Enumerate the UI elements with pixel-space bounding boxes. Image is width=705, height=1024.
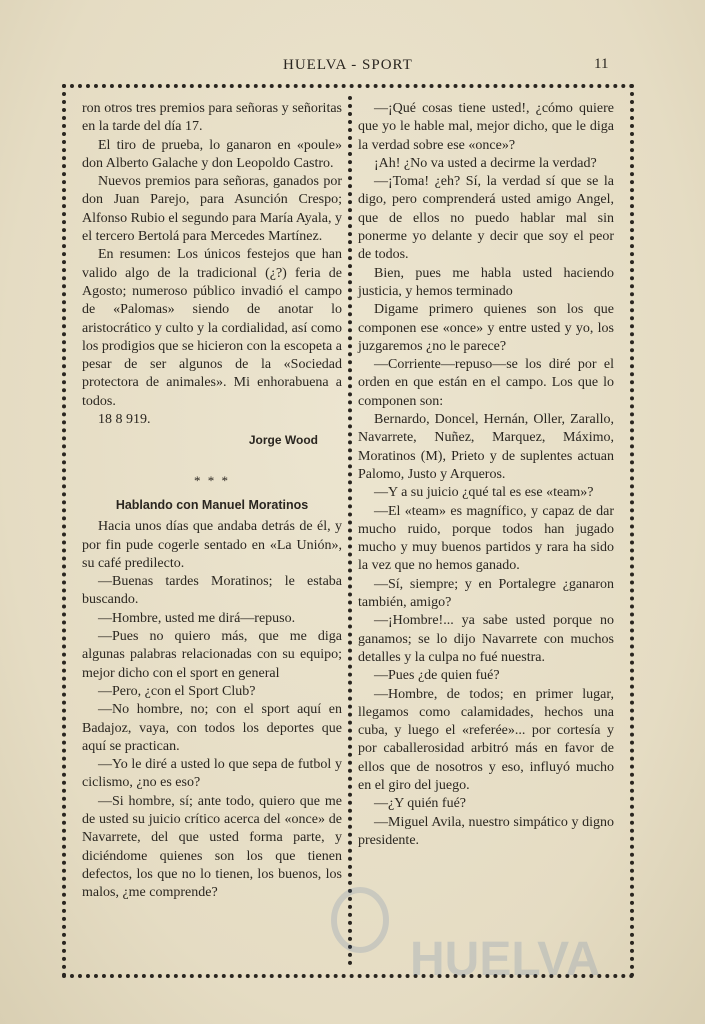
- article-date: 18 8 919.: [98, 412, 151, 428]
- section-asterism: * * *: [194, 472, 230, 488]
- paragraph: —Sí, siempre; y en Portalegre ¿ganaron también, amigo?: [358, 576, 614, 611]
- paragraph: —¡Hombre!... ya sabe usted porque no ganamos; se lo dijo Navarrete con muchos detalles y la culpa no fué nuestra.: [358, 613, 614, 665]
- paragraph: —Yo le diré a usted lo que sepa de futbol y ciclismo, ¿no es eso?: [82, 757, 342, 791]
- paragraph: ron otros tres premios para señoras y señoritas en la tarde del día 17.: [82, 101, 342, 135]
- paragraph: —El «team» es magnífico, y capaz de dar mucho ruido, porque todos han jugado mucho y muy buenos partidos y rara ha sido la vez que no hemos ganado.: [358, 503, 614, 574]
- paragraph: Nuevos premios para señoras, ganados por don Juan Parejo, para Asunción Crespo; Alfonso Rubio el segundo para María Ayala, y el tercero Bertolá para Mercedes Martínez.: [82, 174, 342, 245]
- article-subheading: Hablando con Manuel Moratinos: [115, 497, 309, 512]
- paragraph: —Pero, ¿con el Sport Club?: [98, 683, 256, 699]
- paragraph: —Hombre, de todos; en primer lugar, llegamos como calamidades, hechos una cuba, y luego el «referée»... por cortesía y por caballerosidad arbitró más en favor de ellos que de nosotros y eso, influyó mucho en el giro del juego.: [358, 686, 614, 793]
- paragraph: Digame primero quienes son los que componen ese «once» y entre usted y yo, los juzgaremos ¿no le parece?: [358, 302, 614, 354]
- paragraph: El tiro de prueba, lo ganaron en «poule» don Alberto Galache y don Leopoldo Castro.: [82, 137, 342, 171]
- page-header: [0, 57, 705, 77]
- paragraph: —Y a su juicio ¿qué tal es ese «team»?: [374, 485, 594, 501]
- publication-title: HUELVA - SPORT: [283, 57, 413, 73]
- left-column: [82, 100, 342, 902]
- player-list: Bernardo, Doncel, Hernán, Oller, Zarallo, Navarrete, Nuñez, Marquez, Máximo, Moratinos (M), Prieto y de suplentes actuan Palomo, Justo y Arqueros.: [358, 412, 614, 482]
- column-divider: [348, 96, 352, 966]
- paragraph: —Pues no quiero más, que me diga algunas palabras relacionadas con su equipo; mejor dicho con el sport en general: [82, 629, 342, 681]
- paragraph: Bien, pues me habla usted haciendo justicia, y hemos terminado: [358, 265, 614, 299]
- paragraph: —¡Qué cosas tiene usted!, ¿cómo quiere que yo le hable mal, mejor dicho, que le diga la verdad sobre ese «once»?: [358, 101, 614, 153]
- paragraph: —Si hombre, sí; ante todo, quiero que me de usted su juicio crítico acerca del «once» de Navarrete, del que usted forma parte, y diciéndome quienes son los que tienen defectos, los que no lo tienen, los buenos, los malos, ¿me comprende?: [82, 793, 342, 901]
- paragraph: —No hombre, no; con el sport aquí en Badajoz, vaya, con todos los deportes que aquí se practican.: [82, 702, 342, 754]
- paragraph: —¡Toma! ¿eh? Sí, la verdad sí que se la digo, pero comprenderá usted amigo Angel, que de ellos no puedo hablar mal sin ponerme yo delante y decir que soy el peor de todos.: [358, 174, 614, 263]
- paragraph: —Pues ¿de quien fué?: [374, 668, 500, 684]
- page-number: 11: [594, 56, 609, 72]
- paragraph: —Buenas tardes Moratinos; le estaba buscando.: [82, 574, 342, 608]
- library-watermark: [300, 880, 630, 1000]
- paragraph: Hacia unos días que andaba detrás de él, y por fin pude cogerle sentado en «La Unión», su café predilecto.: [82, 519, 342, 571]
- right-column: [358, 100, 614, 850]
- paragraph: —Corriente—repuso—se los diré por el orden en que están en el campo. Los que lo componen son:: [358, 357, 614, 409]
- author-signature: Jorge Wood: [248, 433, 318, 448]
- paragraph: —¿Y quién fué?: [374, 796, 466, 812]
- paragraph: ¡Ah! ¿No va usted a decirme la verdad?: [374, 155, 597, 171]
- paragraph: —Miguel Avila, nuestro simpático y digno presidente.: [358, 814, 614, 848]
- paragraph: —Hombre, usted me dirá—repuso.: [98, 610, 296, 626]
- svg-text:HUELVA: HUELVA: [410, 933, 601, 986]
- paragraph: En resumen: Los únicos festejos que han valido algo de la tradicional (¿?) feria de Agosto; numeroso público invadió el campo de «Palomas» siendo de anotar lo aristocrático y culto y la cordialidad, así como los prodigios que se hicieron con la escopeta a pesar de ser algunos de la «Sociedad protectora de animales». Mi enhorabuena a todos.: [82, 247, 342, 409]
